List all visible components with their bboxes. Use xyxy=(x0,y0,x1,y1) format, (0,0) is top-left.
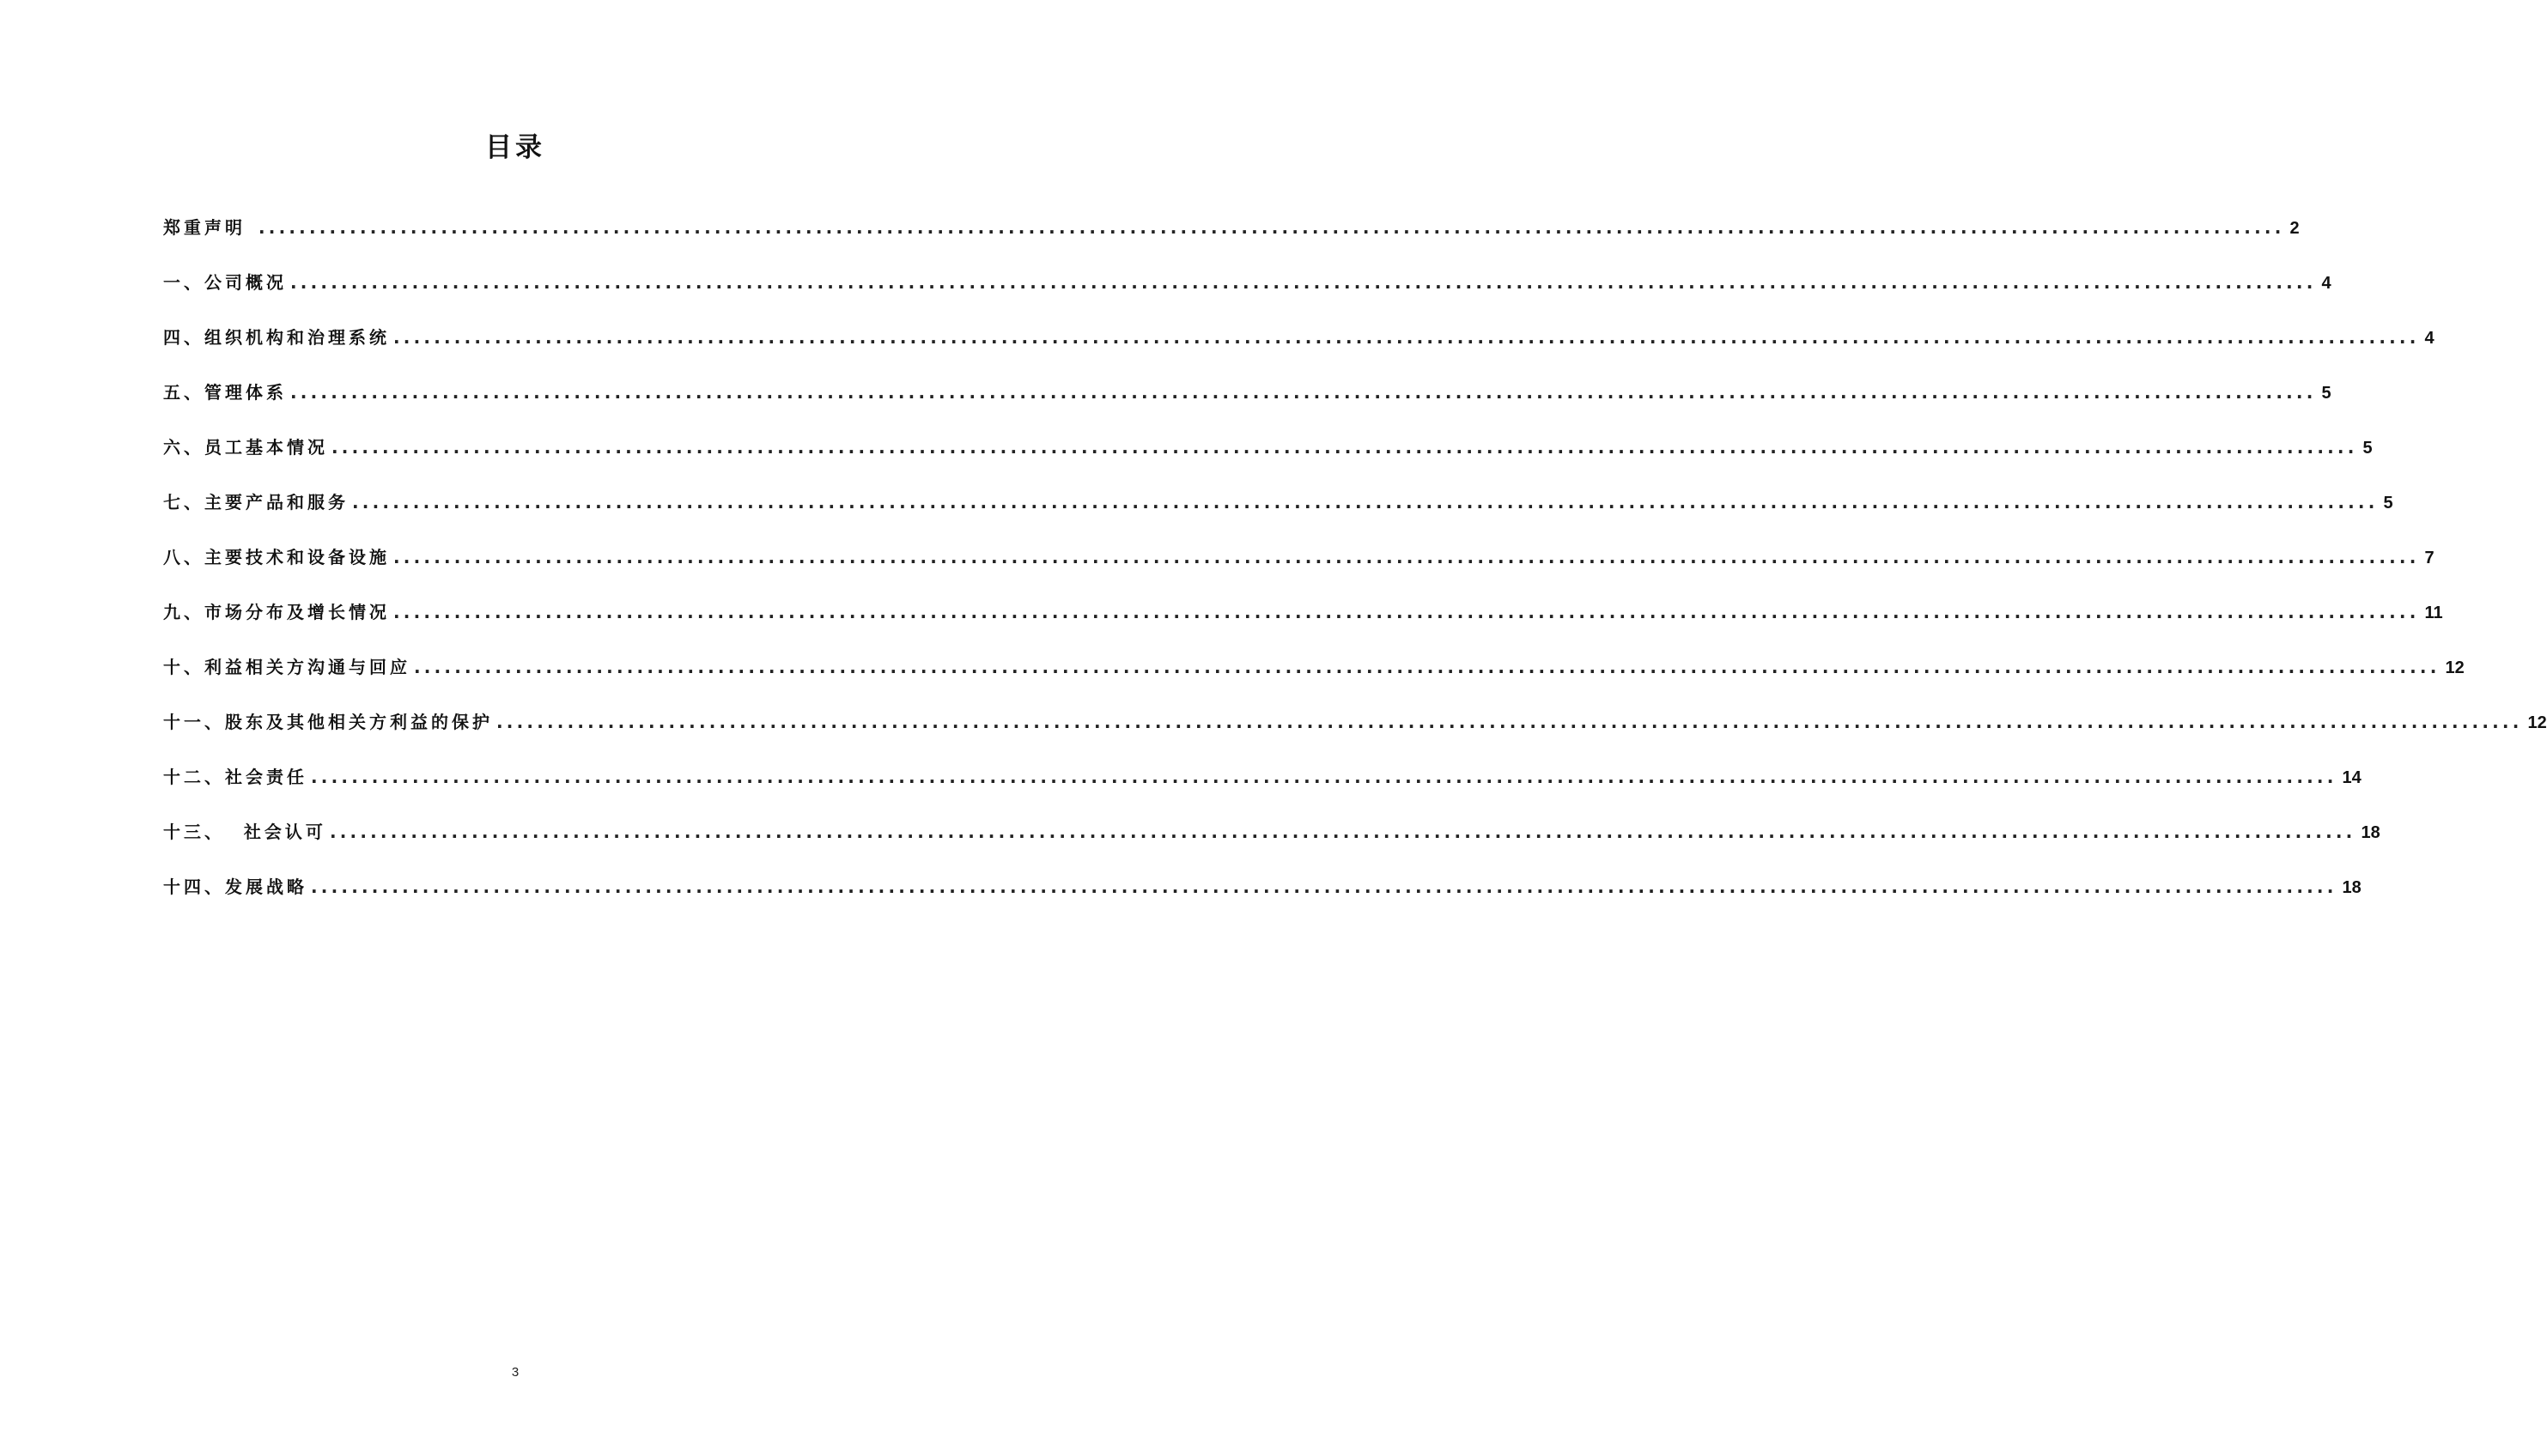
toc-entry-page: 7 xyxy=(2424,549,2435,567)
toc-entry-label: 十四、发展战略 xyxy=(163,877,307,897)
toc-dot-leader: ........................................................................................................................................................................................................ xyxy=(258,217,2285,238)
toc-dot-leader: ........................................................................................................................................................................................................ xyxy=(311,767,2337,787)
toc-entry-label: 四、组织机构和治理系统 xyxy=(163,327,390,348)
toc-entry-label: 十、利益相关方沟通与回应 xyxy=(163,657,410,677)
toc-entry[interactable] xyxy=(163,271,2331,326)
toc-title: 目录 xyxy=(485,132,545,163)
toc-entry[interactable] xyxy=(163,216,2300,271)
toc-dot-leader: ........................................................................................................................................................................................................ xyxy=(329,822,2356,842)
toc-entry-label: 七、主要产品和服务 xyxy=(163,492,349,513)
toc-entry-label: 九、市场分布及增长情况 xyxy=(163,602,390,622)
toc-dot-leader: ........................................................................................................................................................................................................ xyxy=(414,657,2441,677)
toc-entry-label: 十三、 社会认可 xyxy=(163,822,326,842)
toc-entry[interactable] xyxy=(163,711,2547,766)
toc-entry[interactable] xyxy=(163,601,2443,656)
toc-entry-page: 4 xyxy=(2321,274,2331,293)
toc-entry-page: 12 xyxy=(2445,658,2465,677)
toc-entry-label: 一、公司概况 xyxy=(163,272,287,293)
toc-entry-page: 5 xyxy=(2362,439,2373,458)
toc-entry-page: 18 xyxy=(2342,878,2362,897)
toc-entry-label: 十二、社会责任 xyxy=(163,767,307,787)
toc-entry[interactable] xyxy=(163,821,2380,876)
toc-entry-page: 18 xyxy=(2361,823,2380,842)
toc-dot-leader: ........................................................................................................................................................................................................ xyxy=(352,492,2379,513)
toc-entry-page: 11 xyxy=(2424,604,2443,622)
toc-entry-label: 郑重声明 xyxy=(163,217,255,238)
toc-dot-leader: ........................................................................................................................................................................................................ xyxy=(311,877,2337,897)
toc-list xyxy=(163,216,2547,931)
toc-dot-leader: ........................................................................................................................................................................................................ xyxy=(290,272,2317,293)
toc-entry[interactable] xyxy=(163,656,2465,711)
toc-entry-page: 5 xyxy=(2321,384,2331,403)
toc-entry[interactable] xyxy=(163,491,2393,546)
toc-entry[interactable] xyxy=(163,766,2362,821)
toc-dot-leader: ........................................................................................................................................................................................................ xyxy=(393,602,2420,622)
toc-entry[interactable] xyxy=(163,546,2435,601)
toc-dot-leader: ........................................................................................................................................................................................................ xyxy=(393,547,2420,567)
toc-entry-label: 十一、股东及其他相关方利益的保护 xyxy=(163,712,493,732)
toc-entry[interactable] xyxy=(163,876,2362,931)
toc-entry-page: 5 xyxy=(2383,494,2393,513)
page-number: 3 xyxy=(511,1365,520,1380)
toc-entry-label: 五、管理体系 xyxy=(163,382,287,403)
toc-dot-leader: ........................................................................................................................................................................................................ xyxy=(393,327,2420,348)
toc-entry[interactable] xyxy=(163,326,2435,381)
toc-entry[interactable] xyxy=(163,381,2331,436)
toc-entry-page: 2 xyxy=(2289,219,2300,238)
toc-dot-leader: ........................................................................................................................................................................................................ xyxy=(331,437,2358,458)
toc-entry-label: 六、员工基本情况 xyxy=(163,437,328,458)
toc-entry[interactable] xyxy=(163,436,2373,491)
toc-entry-page: 4 xyxy=(2424,329,2435,348)
toc-dot-leader: ........................................................................................................................................................................................................ xyxy=(496,712,2523,732)
toc-entry-page: 12 xyxy=(2527,713,2547,732)
toc-dot-leader: ........................................................................................................................................................................................................ xyxy=(290,382,2317,403)
toc-entry-label: 八、主要技术和设备设施 xyxy=(163,547,390,567)
toc-entry-page: 14 xyxy=(2342,768,2362,787)
